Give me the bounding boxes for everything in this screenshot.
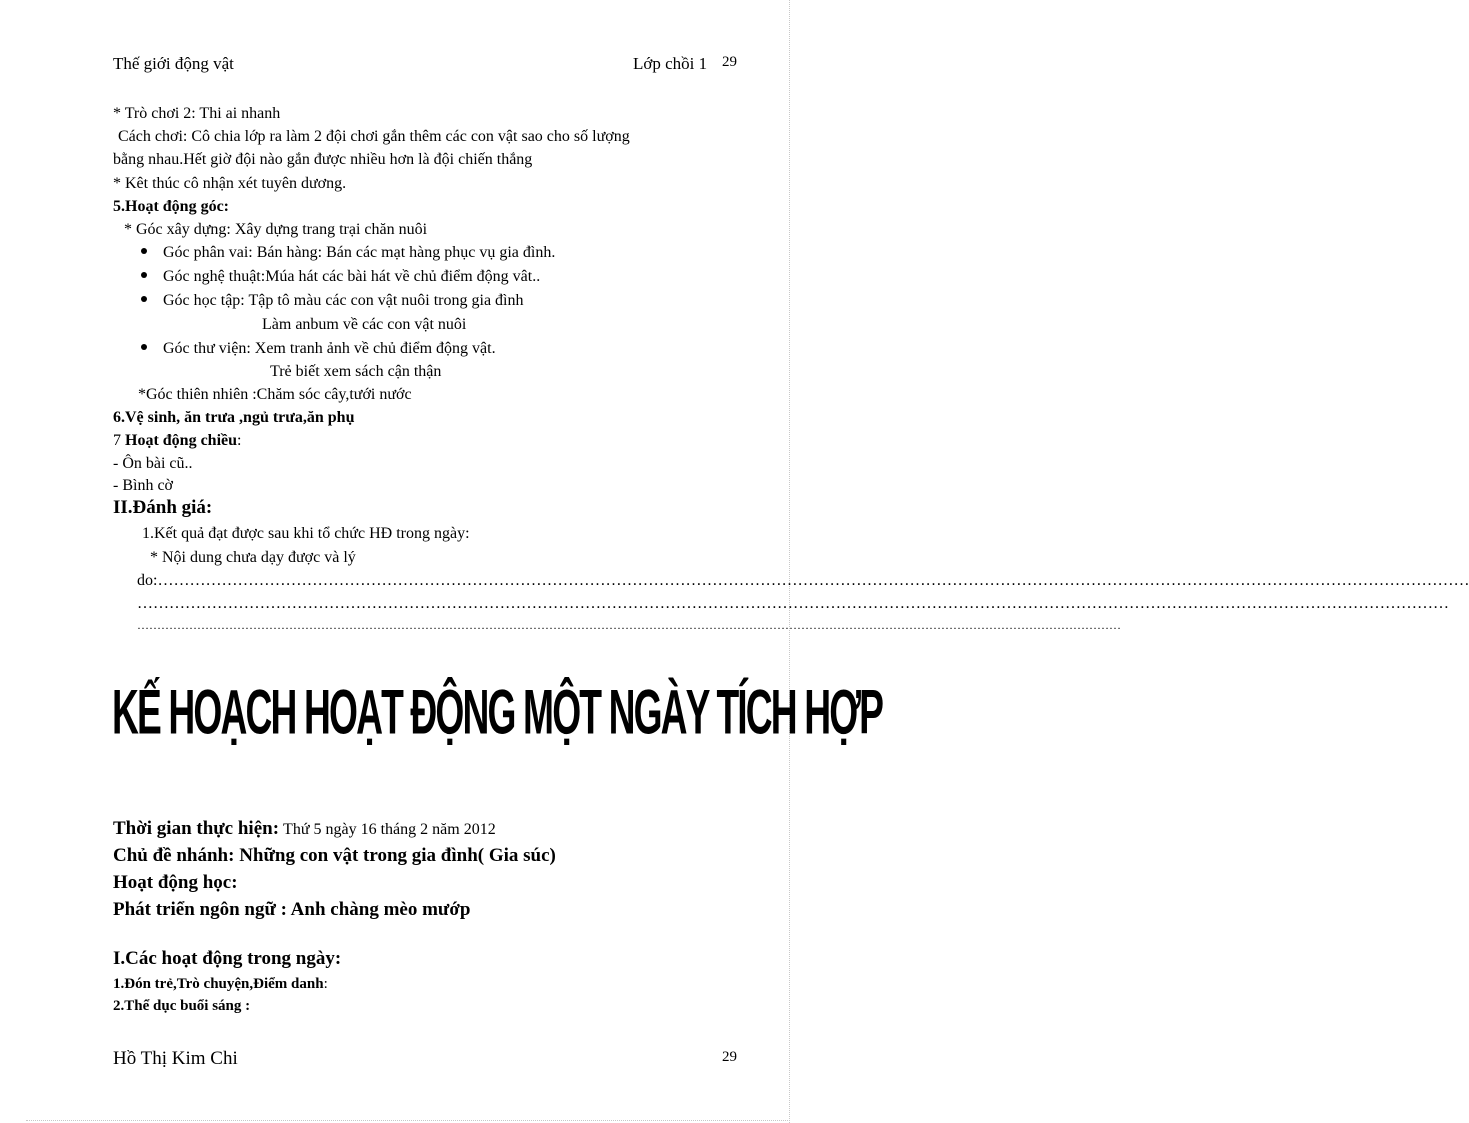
plan-banner-title: KẾ HOẠCH HOẠT ĐỘNG MỘT NGÀY TÍCH HỢP: [112, 677, 883, 748]
afternoon-heading: [113, 431, 241, 451]
bullet-icon: [141, 296, 147, 302]
corner-item-text: Góc nghệ thuật:Múa hát các bài hát về chủ điểm động vât..: [163, 268, 541, 285]
dotted-line: …………………………………………………………………………………………………………………………………………………………………………………………………………………………: [137, 618, 1121, 632]
dotted-fill: …………………………………………………………………………………………………………………………………………………………………………………………………………………………: [157, 572, 1469, 589]
activity-1-colon: :: [323, 976, 328, 992]
activity-1-text: 1.Đón trẻ,Trò chuyện,Điểm danh: [113, 976, 324, 992]
page-edge-bottom: [26, 1120, 790, 1121]
afternoon-item: - Bình cờ: [113, 477, 174, 494]
afternoon-item: - Ôn bài cũ..: [113, 455, 193, 472]
game2-end: * Kêt thúc cô nhận xét tuyên dương.: [113, 175, 347, 192]
footer-author: Hồ Thị Kim Chi: [113, 1048, 238, 1069]
corner-heading: 5.Hoạt động góc:: [113, 198, 229, 215]
bullet-icon: [141, 272, 147, 278]
bullet-icon: [141, 248, 147, 254]
corner-item: [141, 291, 524, 311]
bullet-icon: [141, 344, 147, 350]
game2-rule-line1: Cách chơi: Cô chia lớp ra làm 2 đội chơi gắn thêm các con vật sao cho số lượng: [118, 128, 630, 145]
dotted-line: …………………………………………………………………………………………………………………………………………………………………………………………………………………………: [137, 595, 1449, 612]
corner-study-extra: Làm anbum về các con vật nuôi: [262, 316, 467, 333]
plan-learning: Hoạt động học:: [113, 872, 238, 893]
page-edge-right: [789, 0, 790, 1123]
afternoon-heading-text: Hoạt động chiều: [125, 432, 238, 449]
activity-2: 2.Thể dục buổi sáng :: [113, 998, 251, 1014]
plan-topic: Chủ đề nhánh: Những con vật trong gia đình( Gia súc): [113, 845, 556, 866]
corner-item: [141, 243, 555, 263]
plan-time-label: Thời gian thực hiện:: [113, 818, 280, 839]
footer-page-number: 29: [722, 1049, 737, 1065]
corner-nature: *Góc thiên nhiên :Chăm sóc cây,tưới nước: [138, 386, 412, 403]
header-page-number: 29: [722, 54, 737, 70]
activity-1: [113, 976, 328, 993]
corner-item-text: Góc thư viện: Xem tranh ảnh về chủ điểm động vật.: [163, 340, 496, 357]
plan-time-value: Thứ 5 ngày 16 tháng 2 năm 2012: [283, 821, 496, 838]
game2-rule-line2: bằng nhau.Hết giờ đội nào gắn được nhiều hơn là đội chiến thắng: [113, 151, 533, 168]
eval-content: * Nội dung chưa dạy được và lý: [150, 549, 356, 566]
plan-language: Phát triển ngôn ngữ : Anh chàng mèo mướp: [113, 899, 471, 920]
corner-item-text: Góc phân vai: Bán hàng: Bán các mạt hàng phục vụ gia đình.: [163, 244, 556, 261]
eval-reason-label: do:: [137, 572, 158, 589]
eval-result: 1.Kết quả đạt được sau khi tổ chức HĐ trong ngày:: [142, 525, 470, 542]
header-class: Lớp chồi 1: [633, 54, 708, 73]
afternoon-heading-colon: :: [237, 432, 242, 449]
afternoon-heading-number: 7: [113, 432, 121, 449]
hygiene-heading: 6.Vệ sinh, ăn trưa ,ngủ trưa,ăn phụ: [113, 409, 355, 426]
plan-time: [113, 818, 496, 840]
eval-reason-line: [137, 571, 1469, 591]
corner-item: [141, 339, 496, 359]
activities-heading: I.Các hoạt động trong ngày:: [113, 948, 342, 969]
game2-title: * Trò chơi 2: Thi ai nhanh: [113, 105, 281, 122]
corner-item-text: Góc học tập: Tập tô màu các con vật nuôi trong gia đình: [163, 292, 524, 309]
corner-build: * Góc xây dựng: Xây dựng trang trại chăn nuôi: [124, 221, 428, 238]
eval-heading: II.Đánh giá:: [113, 497, 213, 518]
corner-item: [141, 267, 540, 287]
header-subject: Thế giới động vật: [113, 54, 234, 73]
corner-library-extra: Trẻ biết xem sách cận thận: [270, 363, 442, 380]
